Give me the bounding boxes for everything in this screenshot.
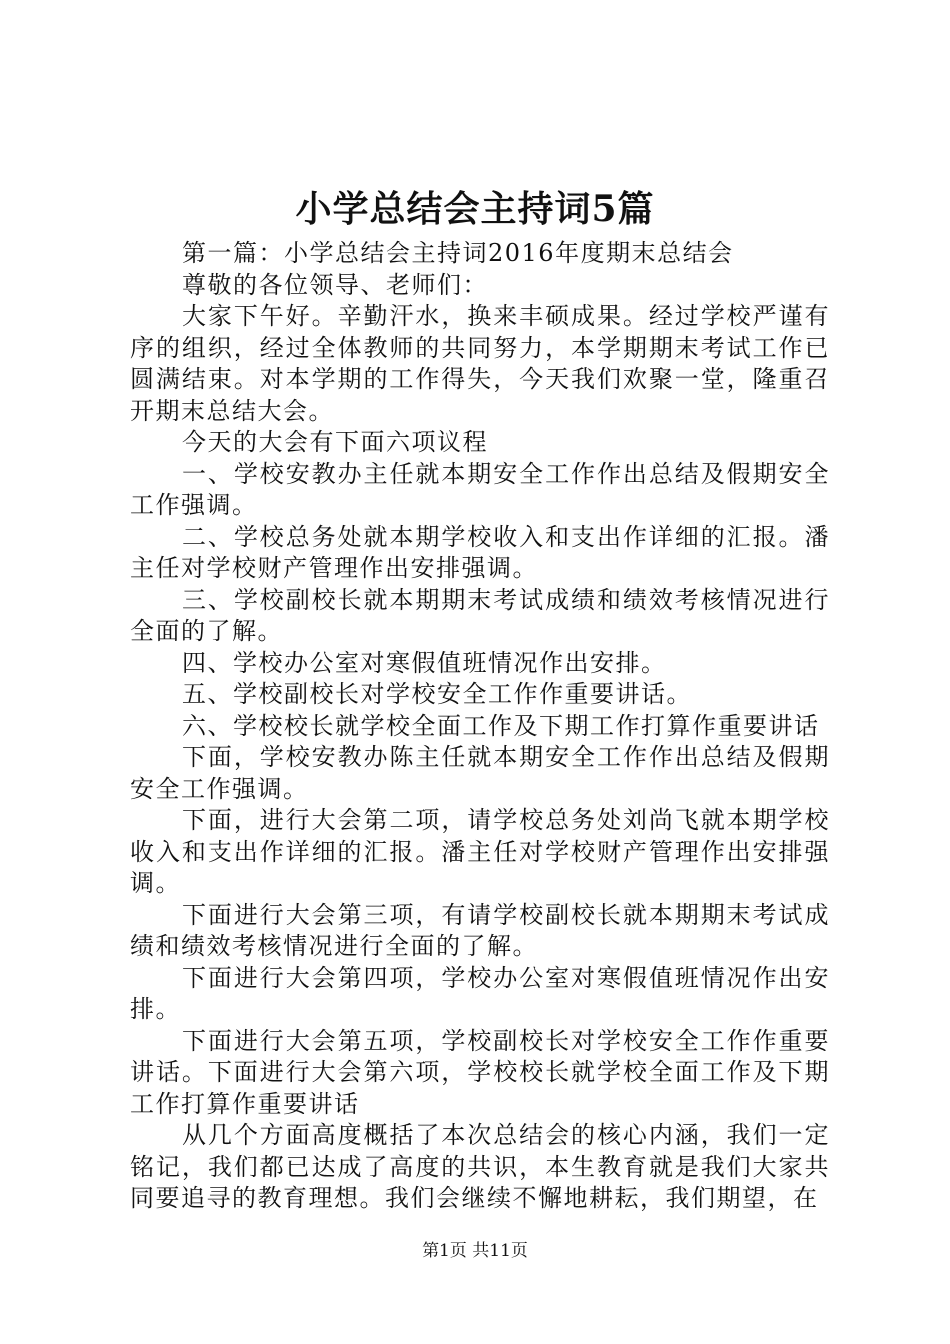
paragraph-agenda-intro: 今天的大会有下面六项议程 bbox=[182, 428, 488, 456]
paragraph-agenda-item-2: 二、学校总务处就本期学校收入和支出作详细的汇报。潘主任对学校财产管理作出安排强调。 bbox=[130, 522, 830, 582]
paragraph-session-1: 下面，学校安教办陈主任就本期安全工作作出总结及假期安全工作强调。 bbox=[130, 743, 830, 803]
paragraph-agenda-item-3: 三、学校副校长就本期期末考试成绩和绩效考核情况进行全面的了解。 bbox=[130, 585, 830, 645]
paragraph-agenda-item-5: 五、学校副校长对学校安全工作作重要讲话。 bbox=[182, 680, 692, 708]
paragraph-heading-first: 第一篇：小学总结会主持词2016年度期末总结会 bbox=[182, 239, 734, 267]
paragraph-session-3: 下面进行大会第三项，有请学校副校长就本期期末考试成绩和绩效考核情况进行全面的了解。 bbox=[130, 900, 830, 960]
paragraph-opening: 大家下午好。辛勤汗水，换来丰硕成果。经过学校严谨有序的组织，经过全体教师的共同努力，本学期期末考试工作已圆满结束。对本学期的工作得失，今天我们欢聚一堂，隆重召开期末总结大会。 bbox=[130, 302, 830, 425]
paragraph-salutation: 尊敬的各位领导、老师们： bbox=[182, 270, 488, 299]
paragraph-agenda-item-6: 六、学校校长就学校全面工作及下期工作打算作重要讲话 bbox=[182, 711, 820, 740]
paragraph-session-5-6: 下面进行大会第五项，学校副校长对学校安全工作作重要讲话。下面进行大会第六项，学校校长就学校全面工作及下期工作打算作重要讲话 bbox=[130, 1026, 830, 1118]
paragraph-agenda-item-1: 一、学校安教办主任就本期安全工作作出总结及假期安全工作强调。 bbox=[130, 459, 830, 519]
paragraph-closing: 从几个方面高度概括了本次总结会的核心内涵，我们一定铭记，我们都已达成了高度的共识，本生教育就是我们大家共同要追寻的教育理想。我们会继续不懈地耕耘，我们期望，在 bbox=[130, 1121, 830, 1212]
paragraph-session-2: 下面，进行大会第二项，请学校总务处刘尚飞就本期学校收入和支出作详细的汇报。潘主任对学校财产管理作出安排强调。 bbox=[130, 806, 830, 897]
paragraph-session-4: 下面进行大会第四项，学校办公室对寒假值班情况作出安排。 bbox=[130, 963, 830, 1023]
document-title: 小学总结会主持词5篇 bbox=[295, 188, 655, 230]
page-number-footer: 第1页 共11页 bbox=[422, 1241, 528, 1261]
document-body bbox=[130, 238, 830, 1215]
paragraph-agenda-item-4: 四、学校办公室对寒假值班情况作出安排。 bbox=[182, 648, 667, 677]
